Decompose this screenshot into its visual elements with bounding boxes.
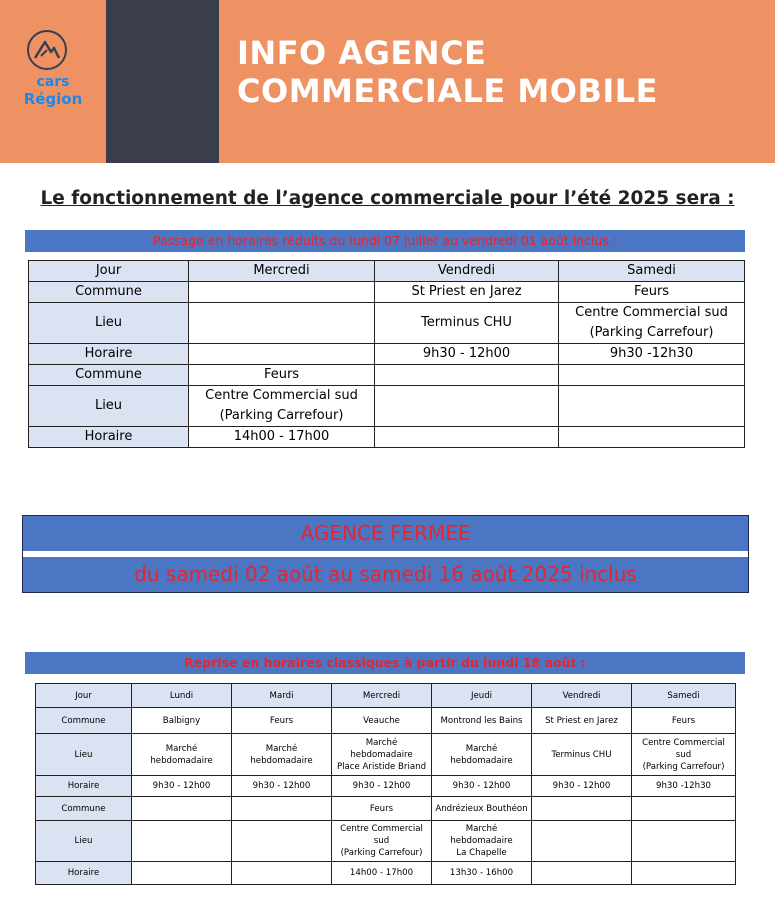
- regular-banner: Reprise en horaires classiques à partir du lundi 18 août :: [25, 652, 745, 674]
- table-cell: [375, 365, 559, 386]
- table-row: [29, 282, 745, 303]
- table-cell: 9h30 - 12h00: [432, 776, 532, 797]
- table-cell: Marché hebdomadaire: [132, 734, 232, 776]
- table-cell: [189, 282, 375, 303]
- table-cell: 14h00 - 17h00: [332, 862, 432, 885]
- table-cell: [532, 797, 632, 821]
- table-cell: Marché hebdomadaire: [432, 734, 532, 776]
- regular-schedule-table: [35, 683, 736, 885]
- table-cell: 9h30 - 12h00: [132, 776, 232, 797]
- table-cell: [632, 797, 736, 821]
- table-row: [36, 862, 736, 885]
- table-cell: Feurs: [559, 282, 745, 303]
- table-cell: 13h30 - 16h00: [432, 862, 532, 885]
- table-cell: [132, 821, 232, 862]
- table-cell: Centre Commercial sud (Parking Carrefour): [189, 386, 375, 427]
- summer-banner: Passage en horaires réduits du lundi 07 juillet au vendredi 01 août inclus :: [25, 230, 745, 252]
- column-header: Jour: [29, 261, 189, 282]
- table-cell: Centre Commercial sud (Parking Carrefour): [632, 734, 736, 776]
- title-line2: COMMERCIALE MOBILE: [237, 72, 659, 110]
- table-cell: Feurs: [189, 365, 375, 386]
- table-cell: Terminus CHU: [532, 734, 632, 776]
- title-line1: INFO AGENCE: [237, 34, 487, 72]
- row-label: Commune: [36, 797, 132, 821]
- table-cell: [632, 821, 736, 862]
- table-cell: Andrézieux Bouthéon: [432, 797, 532, 821]
- column-header: Samedi: [559, 261, 745, 282]
- closed-notice: [22, 515, 749, 593]
- row-label: Lieu: [29, 303, 189, 344]
- table-row: [29, 365, 745, 386]
- table-row: [29, 344, 745, 365]
- table-cell: Terminus CHU: [375, 303, 559, 344]
- table-cell: 14h00 - 17h00: [189, 427, 375, 448]
- table-cell: [132, 797, 232, 821]
- table-row: [36, 708, 736, 734]
- logo-text: [13, 74, 93, 108]
- table-row: [36, 734, 736, 776]
- table-row: [29, 303, 745, 344]
- row-label: Horaire: [36, 776, 132, 797]
- table-cell: St Priest en Jarez: [532, 708, 632, 734]
- table-cell: Feurs: [632, 708, 736, 734]
- page-title: [237, 34, 757, 110]
- table-cell: 9h30 - 12h00: [375, 344, 559, 365]
- row-label: Lieu: [29, 386, 189, 427]
- row-label: Commune: [29, 365, 189, 386]
- row-label: Lieu: [36, 821, 132, 862]
- table-cell: [189, 303, 375, 344]
- column-header: Jeudi: [432, 684, 532, 708]
- table-cell: Montrond les Bains: [432, 708, 532, 734]
- row-label: Horaire: [29, 344, 189, 365]
- logo: [0, 0, 105, 163]
- table-cell: Marché hebdomadaire La Chapelle: [432, 821, 532, 862]
- closed-title: AGENCE FERMEE: [23, 516, 748, 551]
- table-cell: [559, 427, 745, 448]
- table-cell: 9h30 - 12h00: [232, 776, 332, 797]
- column-header: Vendredi: [532, 684, 632, 708]
- table-cell: Veauche: [332, 708, 432, 734]
- closed-dates: du samedi 02 août au samedi 16 août 2025 inclus: [23, 557, 748, 592]
- table-row: [36, 821, 736, 862]
- table-cell: [559, 365, 745, 386]
- mountain-logo-icon: [27, 30, 67, 70]
- table-cell: St Priest en Jarez: [375, 282, 559, 303]
- table-cell: 9h30 -12h30: [559, 344, 745, 365]
- header-banner: [0, 0, 775, 163]
- table-cell: [232, 797, 332, 821]
- table-row: [29, 427, 745, 448]
- table-row: [36, 797, 736, 821]
- table-cell: Centre Commercial sud (Parking Carrefour): [559, 303, 745, 344]
- column-header: Jour: [36, 684, 132, 708]
- column-header: Mercredi: [189, 261, 375, 282]
- row-label: Horaire: [36, 862, 132, 885]
- table-cell: Marché hebdomadaire Place Aristide Briand: [332, 734, 432, 776]
- logo-line2: Région: [23, 90, 83, 108]
- summer-schedule-table: [28, 260, 745, 448]
- table-cell: Centre Commercial sud (Parking Carrefour): [332, 821, 432, 862]
- dark-bar: [106, 0, 219, 163]
- table-row: [36, 776, 736, 797]
- subtitle: Le fonctionnement de l’agence commerciale pour l’été 2025 sera :: [40, 188, 735, 209]
- table-cell: 9h30 - 12h00: [532, 776, 632, 797]
- table-cell: Feurs: [232, 708, 332, 734]
- table-cell: Marché hebdomadaire: [232, 734, 332, 776]
- table-cell: [232, 821, 332, 862]
- table-cell: [632, 862, 736, 885]
- row-label: Commune: [29, 282, 189, 303]
- column-header: Lundi: [132, 684, 232, 708]
- column-header: Mercredi: [332, 684, 432, 708]
- table-cell: [189, 344, 375, 365]
- table-cell: [375, 427, 559, 448]
- table-cell: [232, 862, 332, 885]
- table-cell: [375, 386, 559, 427]
- table-cell: 9h30 -12h30: [632, 776, 736, 797]
- table-cell: Balbigny: [132, 708, 232, 734]
- table-cell: [132, 862, 232, 885]
- row-label: Lieu: [36, 734, 132, 776]
- header-row: [29, 261, 745, 282]
- column-header: Samedi: [632, 684, 736, 708]
- column-header: Vendredi: [375, 261, 559, 282]
- column-header: Mardi: [232, 684, 332, 708]
- table-cell: [532, 862, 632, 885]
- table-row: [29, 386, 745, 427]
- row-label: Commune: [36, 708, 132, 734]
- header-row: [36, 684, 736, 708]
- table-cell: Feurs: [332, 797, 432, 821]
- table-cell: 9h30 - 12h00: [332, 776, 432, 797]
- logo-line1: cars: [36, 74, 70, 90]
- row-label: Horaire: [29, 427, 189, 448]
- table-cell: [532, 821, 632, 862]
- table-cell: [559, 386, 745, 427]
